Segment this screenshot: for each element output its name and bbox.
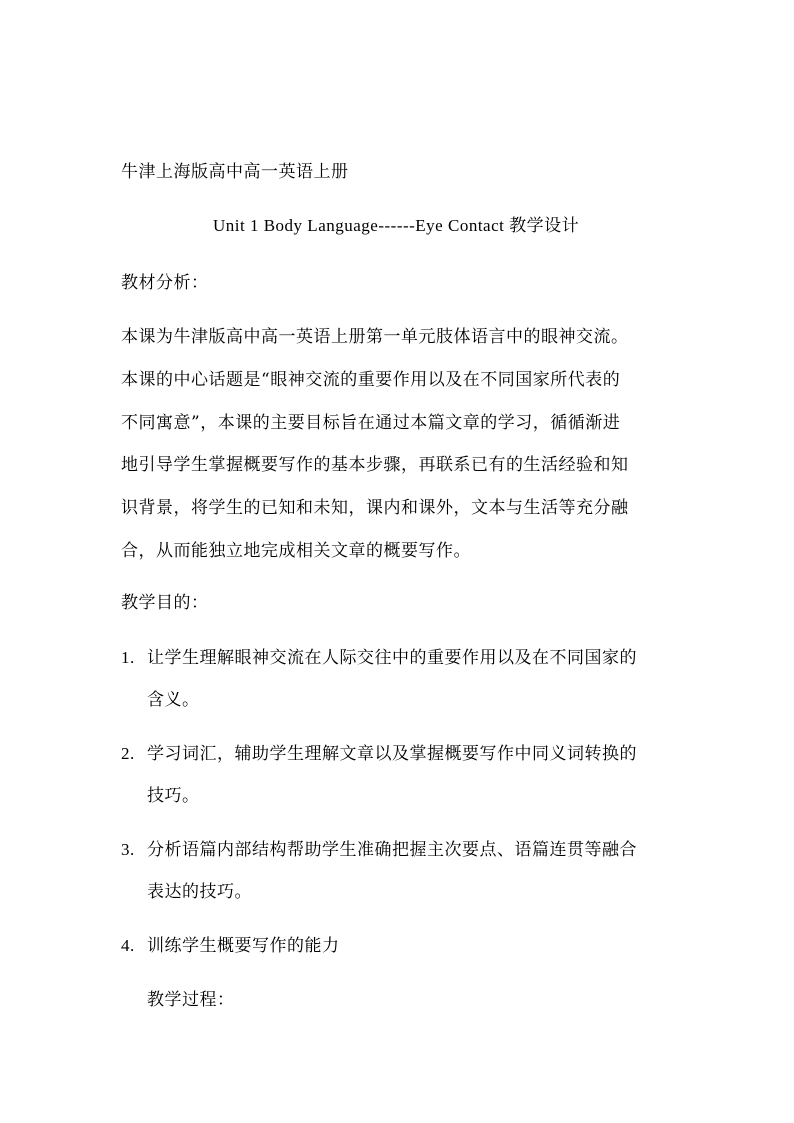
unit-title: Unit 1 Body Language------Eye Contact 教学设计	[213, 216, 580, 235]
objective-text-continued: 技巧。	[147, 786, 200, 806]
analysis-line: 不同寓意”，本课的主要目标旨在通过本篇文章的学习，循循渐进	[121, 413, 621, 433]
analysis-line: 本课的中心话题是“眼神交流的重要作用以及在不同国家所代表的	[121, 370, 621, 390]
objective-text-continued: 含义。	[147, 690, 200, 710]
analysis-line: 识背景，将学生的已知和未知，课内和课外，文本与生活等充分融	[121, 498, 629, 518]
objective-number: 4.	[121, 936, 135, 955]
objectives-heading: 教学目的：	[121, 593, 209, 613]
document-title: 牛津上海版高中高一英语上册	[121, 162, 349, 182]
analysis-line: 本课为牛津版高中高一英语上册第一单元肢体语言中的眼神交流。	[121, 327, 629, 347]
objective-text: 训练学生概要写作的能力	[147, 936, 340, 956]
objective-text: 让学生理解眼神交流在人际交往中的重要作用以及在不同国家的	[147, 648, 637, 668]
objective-text-continued: 表达的技巧。	[147, 882, 252, 902]
objective-text: 学习词汇，辅助学生理解文章以及掌握概要写作中同义词转换的	[147, 744, 637, 764]
objective-number: 1.	[121, 648, 135, 667]
analysis-line: 地引导学生掌握概要写作的基本步骤，再联系已有的生活经验和知	[121, 455, 629, 475]
objective-number: 3.	[121, 840, 135, 859]
process-heading: 教学过程：	[147, 990, 235, 1010]
analysis-line: 合，从而能独立地完成相关文章的概要写作。	[121, 541, 471, 561]
analysis-heading: 教材分析：	[121, 273, 209, 293]
objective-number: 2.	[121, 744, 135, 763]
objective-text: 分析语篇内部结构帮助学生准确把握主次要点、语篇连贯等融合	[147, 840, 637, 860]
